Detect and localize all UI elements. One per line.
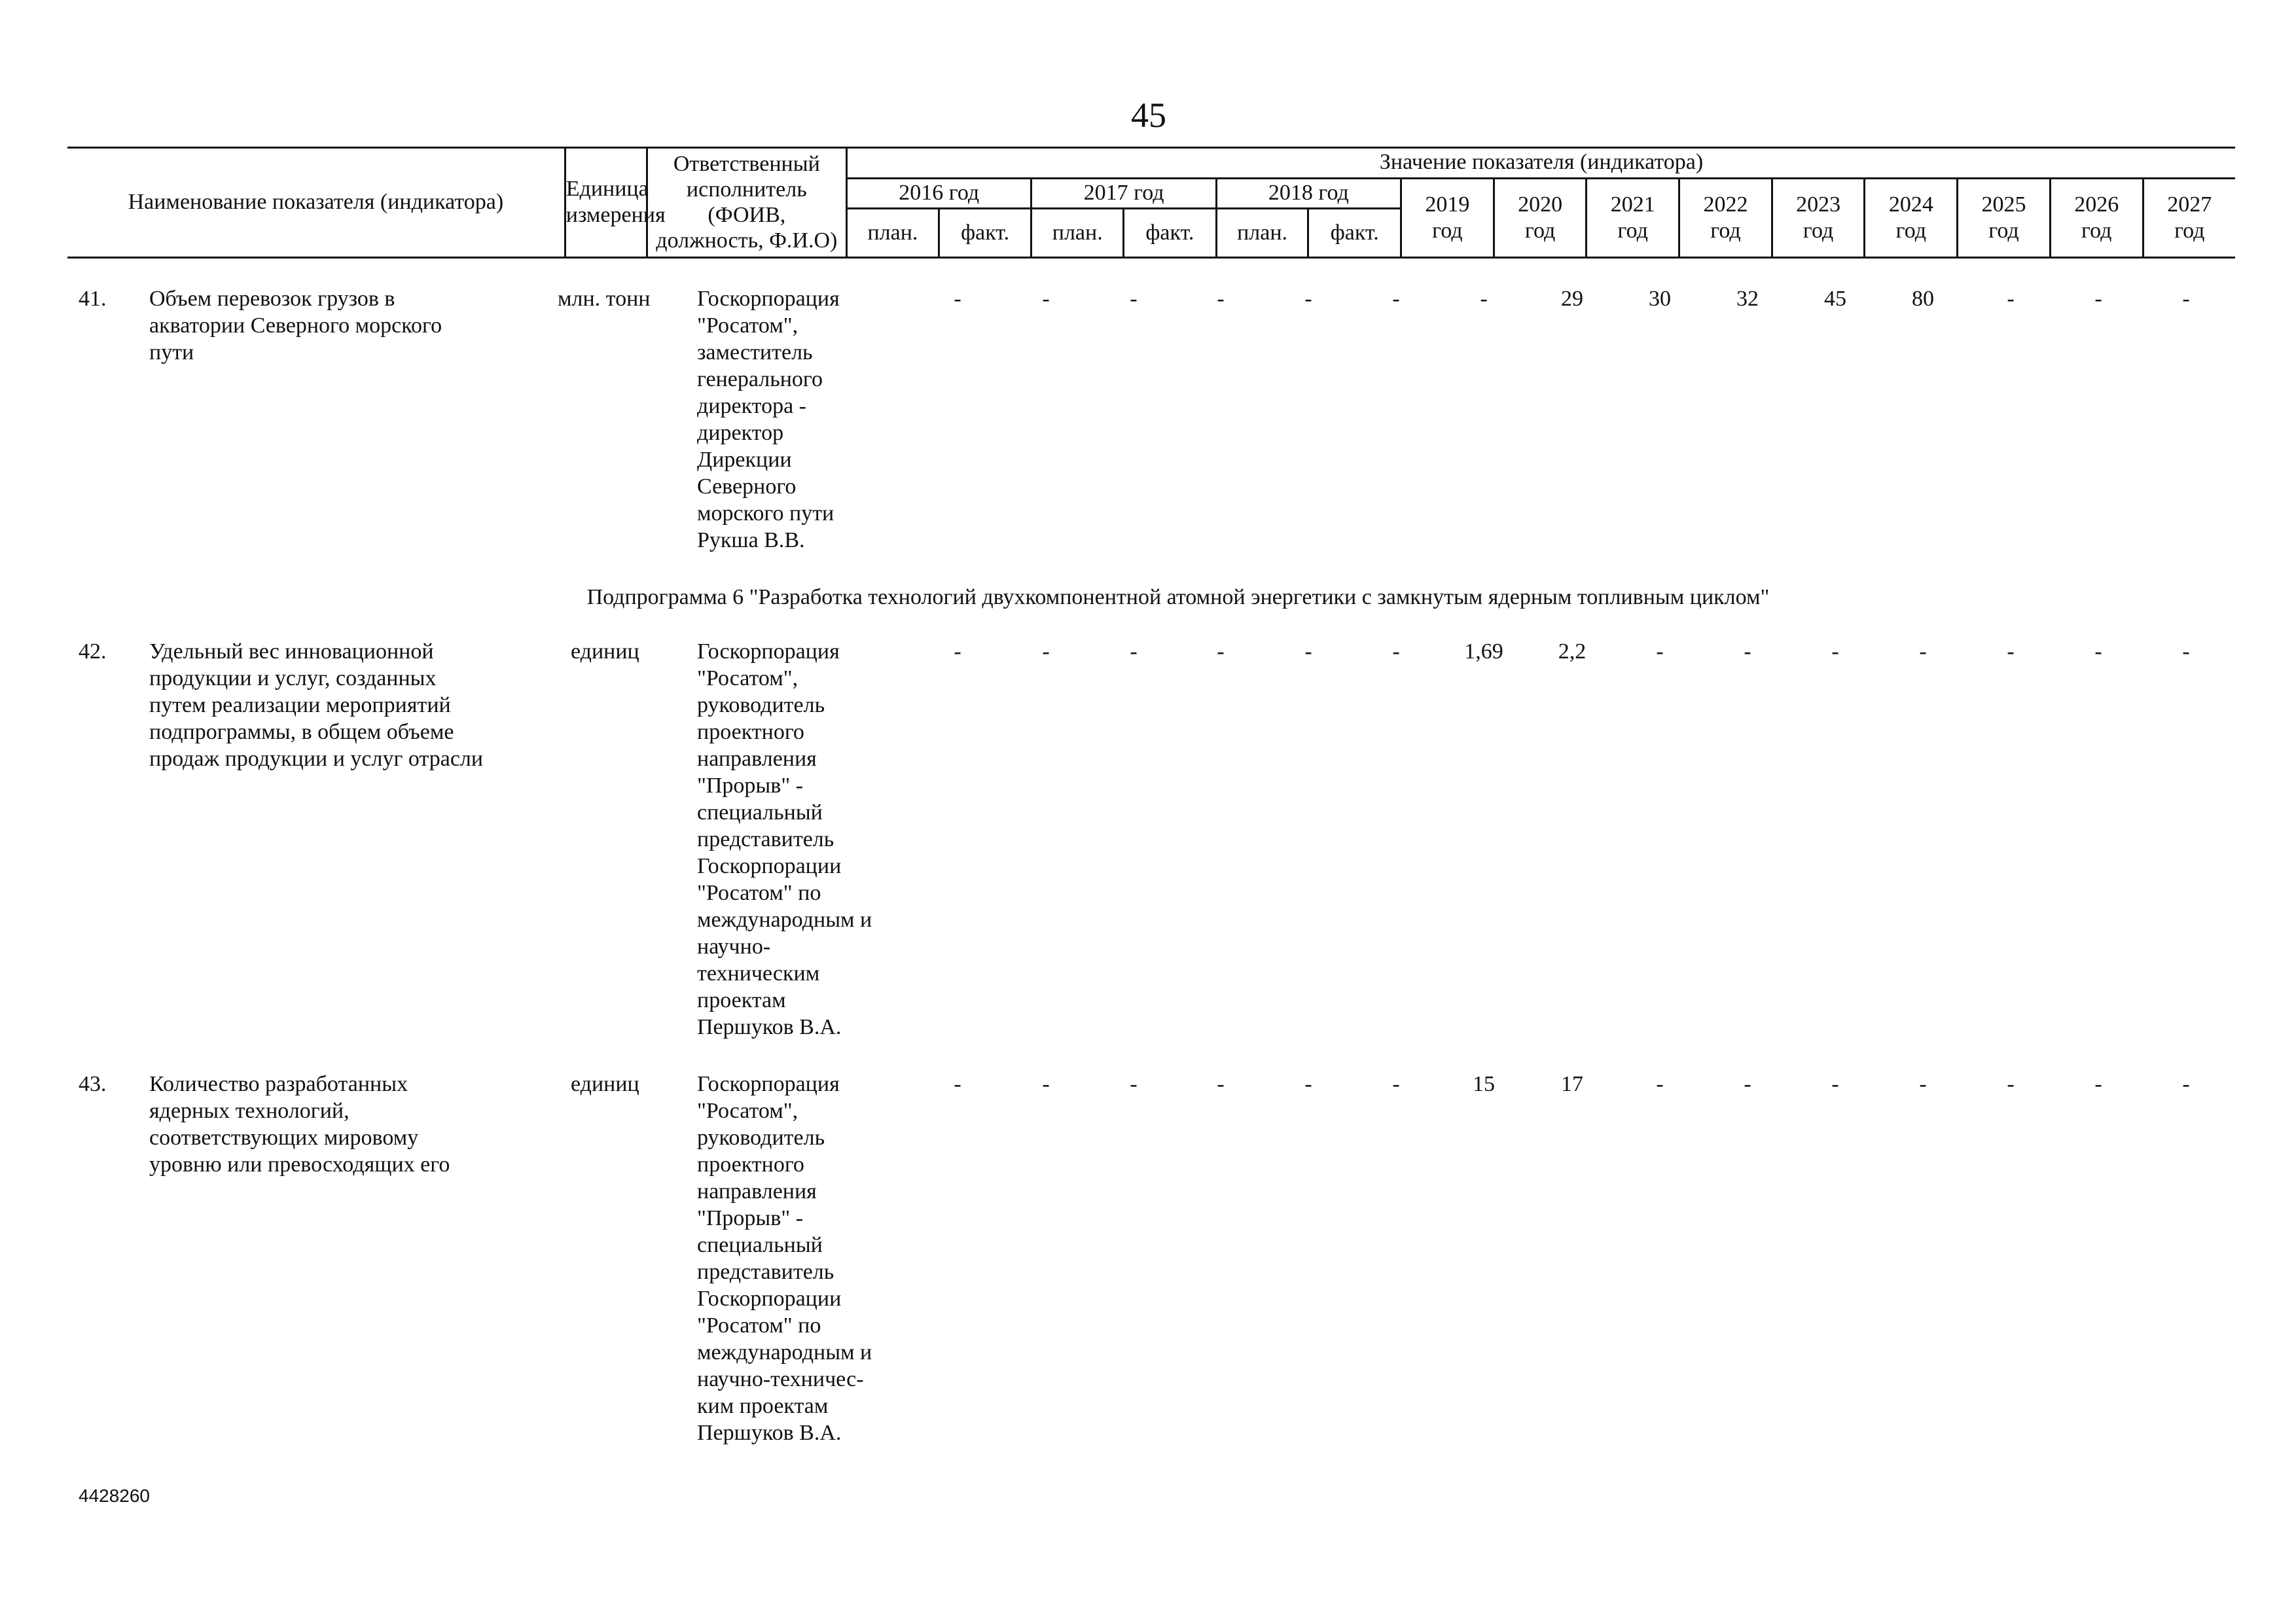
row-42-v2: - bbox=[1130, 639, 1138, 664]
row-42-v1: - bbox=[1042, 639, 1050, 664]
row-41-num: 41. bbox=[79, 287, 107, 311]
header-year-2025: 2025 год bbox=[1958, 178, 2051, 257]
row-43-resp: Госкорпорация "Росатом", руководитель проектного направления "Прорыв" - специальный представитель Госкорпорации "Росатом" по международным и научно-техничес- ким проектам Першуков В.А. bbox=[697, 1072, 872, 1445]
row-43-v0: - bbox=[954, 1072, 961, 1096]
row-43-v10: - bbox=[1831, 1072, 1839, 1096]
header-year-2017: 2017 год bbox=[1031, 178, 1216, 208]
row-43-v4: - bbox=[1304, 1072, 1312, 1096]
header-year-2020: 2020 год bbox=[1494, 178, 1587, 257]
header-year-2026: 2026 год bbox=[2050, 178, 2143, 257]
header-year-2019: 2019 год bbox=[1401, 178, 1494, 257]
header-fact-2018: факт. bbox=[1308, 208, 1401, 257]
row-43-num: 43. bbox=[79, 1072, 107, 1096]
header-year-2021: 2021 год bbox=[1587, 178, 1679, 257]
row-41-v10: 45 bbox=[1824, 287, 1846, 311]
row-43-v8: - bbox=[1656, 1072, 1664, 1096]
row-43-unit: единиц bbox=[571, 1072, 639, 1096]
row-43-v6: 15 bbox=[1473, 1072, 1495, 1096]
row-43-v1: - bbox=[1042, 1072, 1050, 1096]
row-42-num: 42. bbox=[79, 639, 107, 664]
header-name-col: Наименование показателя (индикатора) bbox=[128, 190, 504, 214]
row-41-v5: - bbox=[1392, 287, 1400, 311]
row-41-unit: млн. тонн bbox=[558, 287, 651, 311]
header-year-2023: 2023 год bbox=[1772, 178, 1865, 257]
header-bottom-rule bbox=[67, 257, 2235, 259]
row-43-v14: - bbox=[2182, 1072, 2190, 1096]
header-plan-2017: план. bbox=[1031, 208, 1124, 257]
page-number: 45 bbox=[1131, 96, 1166, 135]
header-fact-2016: факт. bbox=[939, 208, 1031, 257]
row-41-v2: - bbox=[1130, 287, 1138, 311]
header-plan-2018: план. bbox=[1216, 208, 1308, 257]
row-42-v5: - bbox=[1392, 639, 1400, 664]
row-42-v8: - bbox=[1656, 639, 1664, 664]
row-42-v7: 2,2 bbox=[1558, 639, 1587, 664]
row-42-v10: - bbox=[1831, 639, 1839, 664]
row-42-v12: - bbox=[2007, 639, 2015, 664]
row-42-v11: - bbox=[1919, 639, 1927, 664]
row-41-v0: - bbox=[954, 287, 961, 311]
row-41-v13: - bbox=[2094, 287, 2102, 311]
row-43-v2: - bbox=[1130, 1072, 1138, 1096]
row-41-v3: - bbox=[1217, 287, 1225, 311]
row-41-v14: - bbox=[2182, 287, 2190, 311]
row-41-v9: 32 bbox=[1736, 287, 1759, 311]
header-resp-col: Ответственный исполнитель (ФОИВ, должность, Ф.И.О) bbox=[647, 148, 847, 257]
header-year-2024: 2024 год bbox=[1865, 178, 1958, 257]
row-42-v9: - bbox=[1744, 639, 1751, 664]
row-41-v4: - bbox=[1304, 287, 1312, 311]
header-unit-col: Единица измерения bbox=[565, 148, 647, 257]
row-43-v13: - bbox=[2094, 1072, 2102, 1096]
row-43-v12: - bbox=[2007, 1072, 2015, 1096]
row-42-name: Удельный вес инновационной продукции и услуг, созданных путем реализации мероприятий подпрограммы, в общем объеме продаж продукции и услуг отрасли bbox=[149, 639, 484, 771]
row-42-v4: - bbox=[1304, 639, 1312, 664]
document-code: 4428260 bbox=[79, 1486, 151, 1506]
header-year-2027: 2027 год bbox=[2143, 178, 2235, 257]
header-year-2016: 2016 год bbox=[847, 178, 1031, 208]
table-header bbox=[67, 148, 2235, 257]
row-41-v7: 29 bbox=[1561, 287, 1583, 311]
row-43-name: Количество разработанных ядерных технологий, соответствующих мировому уровню или превосходящих его bbox=[149, 1072, 450, 1177]
row-42-unit: единиц bbox=[571, 639, 639, 664]
header-fact-2017: факт. bbox=[1124, 208, 1217, 257]
row-43-v3: - bbox=[1217, 1072, 1225, 1096]
row-42-v13: - bbox=[2094, 639, 2102, 664]
row-43-v11: - bbox=[1919, 1072, 1927, 1096]
row-42-v6: 1,69 bbox=[1464, 639, 1503, 664]
row-42-v3: - bbox=[1217, 639, 1225, 664]
row-41-resp: Госкорпорация "Росатом", заместитель генерального директора - директор Дирекции Северного морского пути Рукша В.В. bbox=[697, 287, 840, 552]
row-41-v12: - bbox=[2007, 287, 2015, 311]
header-value-group: Значение показателя (индикатора) bbox=[847, 148, 2235, 178]
row-43-v9: - bbox=[1744, 1072, 1751, 1096]
row-41-v8: 30 bbox=[1649, 287, 1671, 311]
row-41-v6: - bbox=[1480, 287, 1488, 311]
header-year-2022: 2022 год bbox=[1679, 178, 1772, 257]
row-42-v0: - bbox=[954, 639, 961, 664]
row-42-resp: Госкорпорация "Росатом", руководитель проектного направления "Прорыв" - специальный представитель Госкорпорации "Росатом" по международным и научно- техническим проектам Першуков В.А. bbox=[697, 639, 872, 1039]
row-42-v14: - bbox=[2182, 639, 2190, 664]
row-43-v5: - bbox=[1392, 1072, 1400, 1096]
header-year-2018: 2018 год bbox=[1216, 178, 1401, 208]
row-41-v11: 80 bbox=[1912, 287, 1934, 311]
subprogram-heading: Подпрограмма 6 "Разработка технологий двухкомпонентной атомной энергетики с замкнутым ядерным топливным циклом" bbox=[586, 585, 1770, 609]
row-41-v1: - bbox=[1042, 287, 1050, 311]
header-plan-2016: план. bbox=[847, 208, 939, 257]
row-41-name: Объем перевозок грузов в акватории Северного морского пути bbox=[149, 287, 442, 365]
row-43-v7: 17 bbox=[1561, 1072, 1583, 1096]
